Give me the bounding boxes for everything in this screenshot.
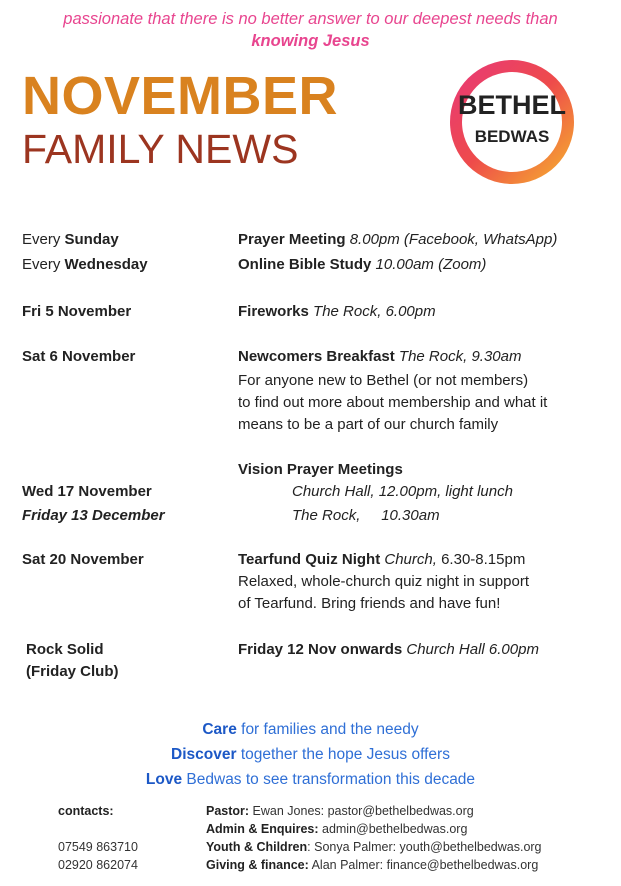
tagline-line-2: knowing Jesus [251,32,370,50]
contact-phone-2: 02920 862074 [58,858,138,872]
contacts-heading: contacts: [58,804,114,818]
quiz-desc-2: of Tearfund. Bring friends and have fun! [238,595,501,612]
contact-admin: Admin & Enquires: admin@bethelbedwas.org [206,822,468,836]
quiz-date: Sat 20 November [22,551,144,568]
rock-solid-name: Rock Solid [26,641,104,658]
vision-details-1: Church Hall, 12.00pm, light lunch [292,483,513,500]
wednesday-label: Every Wednesday [22,256,148,273]
newcomers-desc-3: means to be a part of our church family [238,416,499,433]
logo-word-bedwas: BEDWAS [474,127,550,146]
newcomers-date: Sat 6 November [22,348,136,365]
vision-details-2: The Rock, 10.30am [292,507,440,524]
tagline-line-1: passionate that there is no better answer to our deepest needs than [63,10,558,28]
contact-youth: Youth & Children: Sonya Palmer: youth@bethelbedwas.org [206,840,542,854]
contact-phone-1: 07549 863710 [58,840,138,854]
title-subtitle: FAMILY NEWS [22,126,299,172]
rock-solid-subname: (Friday Club) [26,663,119,680]
newcomers-event: Newcomers Breakfast The Rock, 9.30am [238,348,522,365]
wednesday-event: Online Bible Study 10.00am (Zoom) [238,256,487,273]
vision-date-1: Wed 17 November [22,483,152,500]
contact-finance: Giving & finance: Alan Palmer: finance@bethelbedwas.org [206,858,539,872]
logo-word-bethel: BETHEL [458,90,566,120]
quiz-desc-1: Relaxed, whole-church quiz night in support [238,573,529,590]
vision-date-2: Friday 13 December [22,507,165,524]
value-love: Love Bedwas to see transformation this decade [145,771,476,788]
sunday-label: Every Sunday [22,231,119,248]
vision-event: Vision Prayer Meetings [238,461,403,478]
value-care: Care for families and the needy [202,721,419,738]
bethel-bedwas-logo [436,52,586,192]
logo-ring-icon [436,52,586,192]
contact-pastor: Pastor: Ewan Jones: pastor@bethelbedwas.org [206,804,474,818]
fireworks-date: Fri 5 November [22,303,132,320]
title-month: NOVEMBER [22,66,339,126]
rock-solid-event: Friday 12 Nov onwards Church Hall 6.00pm [238,641,539,658]
sunday-event: Prayer Meeting 8.00pm (Facebook, WhatsApp) [238,231,558,248]
fireworks-event: Fireworks The Rock, 6.00pm [238,303,436,320]
newcomers-desc-2: to find out more about membership and what it [238,394,548,411]
value-discover: Discover together the hope Jesus offers [171,746,450,763]
newcomers-desc-1: For anyone new to Bethel (or not members) [238,372,529,389]
quiz-event: Tearfund Quiz Night Church, 6.30-8.15pm [238,551,526,568]
